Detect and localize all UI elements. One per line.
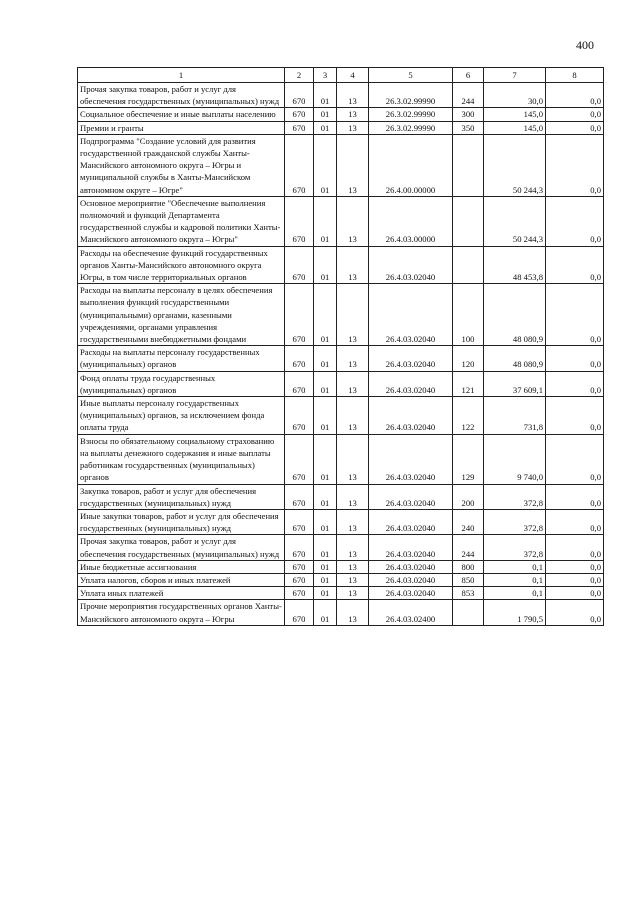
- cell-target-article: 26.3.02.99990: [369, 121, 453, 134]
- table-row: [78, 346, 604, 371]
- cell-name: Взносы по обязательному социальному страхованию на выплаты денежного содержания и иные выплаты работникам государственных (муниципальных) органов: [78, 434, 285, 484]
- table-row: [78, 573, 604, 586]
- cell-admin-code: 670: [285, 509, 314, 534]
- header-col-3: 3: [314, 68, 337, 83]
- cell-amount-2: 0,0: [546, 246, 604, 284]
- cell-admin-code: 670: [285, 484, 314, 509]
- cell-amount-1: 145,0: [484, 108, 546, 121]
- cell-amount-1: 372,8: [484, 484, 546, 509]
- cell-amount-2: 0,0: [546, 587, 604, 600]
- page-number: 400: [576, 38, 594, 52]
- cell-name: Иные закупки товаров, работ и услуг для обеспечения государственных (муниципальных) нужд: [78, 509, 285, 534]
- table-row: [78, 134, 604, 196]
- cell-name: Уплата налогов, сборов и иных платежей: [78, 573, 285, 586]
- cell-admin-code: 670: [285, 434, 314, 484]
- cell-amount-1: 1 790,5: [484, 600, 546, 625]
- cell-section: 01: [314, 108, 337, 121]
- cell-target-article: 26.4.03.02040: [369, 246, 453, 284]
- cell-section: 01: [314, 121, 337, 134]
- header-col-8: 8: [546, 68, 604, 83]
- cell-subsection: 13: [337, 371, 369, 396]
- cell-amount-2: 0,0: [546, 346, 604, 371]
- cell-target-article: 26.4.03.02040: [369, 371, 453, 396]
- header-col-2: 2: [285, 68, 314, 83]
- cell-expense-type: [453, 134, 484, 196]
- cell-subsection: 13: [337, 83, 369, 108]
- cell-name: Фонд оплаты труда государственных (муниципальных) органов: [78, 371, 285, 396]
- cell-amount-2: 0,0: [546, 397, 604, 435]
- cell-subsection: 13: [337, 484, 369, 509]
- cell-admin-code: 670: [285, 371, 314, 396]
- cell-section: 01: [314, 484, 337, 509]
- header-col-7: 7: [484, 68, 546, 83]
- cell-amount-1: 0,1: [484, 560, 546, 573]
- cell-section: 01: [314, 587, 337, 600]
- cell-admin-code: 670: [285, 108, 314, 121]
- cell-amount-2: 0,0: [546, 284, 604, 346]
- cell-subsection: 13: [337, 434, 369, 484]
- cell-amount-2: 0,0: [546, 560, 604, 573]
- cell-expense-type: 120: [453, 346, 484, 371]
- cell-admin-code: 670: [285, 535, 314, 560]
- cell-amount-1: 48 453,8: [484, 246, 546, 284]
- cell-admin-code: 670: [285, 134, 314, 196]
- cell-name: Расходы на обеспечение функций государственных органов Ханты-Мансийского автономного округа Югры, в том числе территориальных органов: [78, 246, 285, 284]
- cell-amount-2: 0,0: [546, 83, 604, 108]
- cell-subsection: 13: [337, 535, 369, 560]
- cell-admin-code: 670: [285, 246, 314, 284]
- cell-expense-type: 129: [453, 434, 484, 484]
- cell-section: 01: [314, 509, 337, 534]
- cell-amount-1: 48 080,9: [484, 346, 546, 371]
- cell-amount-1: 372,8: [484, 535, 546, 560]
- cell-amount-2: 0,0: [546, 134, 604, 196]
- cell-name: Основное мероприятие "Обеспечение выполнения полномочий и функций Департамента государственной службы и кадровой политики Ханты-Мансийского автономного округа – Югры": [78, 196, 285, 246]
- cell-name: Иные выплаты персоналу государственных (муниципальных) органов, за исключением фонда оплаты труда: [78, 397, 285, 435]
- cell-expense-type: [453, 196, 484, 246]
- cell-admin-code: 670: [285, 587, 314, 600]
- header-col-5: 5: [369, 68, 453, 83]
- cell-amount-1: 48 080,9: [484, 284, 546, 346]
- cell-target-article: 26.4.03.02040: [369, 573, 453, 586]
- cell-subsection: 13: [337, 560, 369, 573]
- cell-name: Подпрограмма "Создание условий для развития государственной гражданской службы Ханты-Мансийского автономного округа – Югры и муниципальной службы в Ханты-Мансийском автономном округе – Югре": [78, 134, 285, 196]
- table-row: [78, 600, 604, 625]
- cell-name: Уплата иных платежей: [78, 587, 285, 600]
- header-col-6: 6: [453, 68, 484, 83]
- table-row: [78, 535, 604, 560]
- cell-amount-2: 0,0: [546, 573, 604, 586]
- cell-target-article: 26.4.03.02400: [369, 600, 453, 625]
- cell-expense-type: 300: [453, 108, 484, 121]
- cell-section: 01: [314, 573, 337, 586]
- cell-expense-type: 122: [453, 397, 484, 435]
- cell-section: 01: [314, 246, 337, 284]
- table-row: [78, 121, 604, 134]
- cell-admin-code: 670: [285, 346, 314, 371]
- cell-target-article: 26.4.03.02040: [369, 509, 453, 534]
- cell-subsection: 13: [337, 600, 369, 625]
- cell-amount-2: 0,0: [546, 509, 604, 534]
- budget-table: [77, 67, 604, 626]
- cell-subsection: 13: [337, 121, 369, 134]
- header-col-1: 1: [78, 68, 285, 83]
- cell-section: 01: [314, 560, 337, 573]
- cell-subsection: 13: [337, 196, 369, 246]
- table-row: [78, 371, 604, 396]
- cell-amount-1: 30,0: [484, 83, 546, 108]
- cell-expense-type: 800: [453, 560, 484, 573]
- cell-amount-1: 372,8: [484, 509, 546, 534]
- cell-name: Расходы на выплаты персоналу в целях обеспечения выполнения функций государственными (муниципальными) органами, казенными учреждениями, органами управления государственными внебюджетными фондами: [78, 284, 285, 346]
- cell-amount-2: 0,0: [546, 196, 604, 246]
- cell-expense-type: 244: [453, 83, 484, 108]
- cell-amount-1: 50 244,3: [484, 134, 546, 196]
- cell-target-article: 26.4.00.00000: [369, 134, 453, 196]
- cell-admin-code: 670: [285, 121, 314, 134]
- cell-amount-2: 0,0: [546, 600, 604, 625]
- cell-section: 01: [314, 371, 337, 396]
- cell-subsection: 13: [337, 397, 369, 435]
- cell-section: 01: [314, 134, 337, 196]
- cell-section: 01: [314, 284, 337, 346]
- cell-name: Расходы на выплаты персоналу государственных (муниципальных) органов: [78, 346, 285, 371]
- table-row: [78, 284, 604, 346]
- table-row: [78, 509, 604, 534]
- table-row: [78, 484, 604, 509]
- cell-name: Прочие мероприятия государственных органов Ханты-Мансийского автономного округа – Югры: [78, 600, 285, 625]
- table-row: [78, 397, 604, 435]
- cell-target-article: 26.4.03.02040: [369, 284, 453, 346]
- cell-subsection: 13: [337, 134, 369, 196]
- cell-expense-type: 121: [453, 371, 484, 396]
- cell-target-article: 26.4.03.02040: [369, 560, 453, 573]
- cell-amount-2: 0,0: [546, 121, 604, 134]
- cell-target-article: 26.4.03.02040: [369, 397, 453, 435]
- table-row: [78, 434, 604, 484]
- cell-subsection: 13: [337, 509, 369, 534]
- cell-amount-2: 0,0: [546, 434, 604, 484]
- cell-amount-2: 0,0: [546, 484, 604, 509]
- cell-expense-type: 853: [453, 587, 484, 600]
- cell-section: 01: [314, 600, 337, 625]
- cell-target-article: 26.4.03.02040: [369, 484, 453, 509]
- cell-admin-code: 670: [285, 284, 314, 346]
- cell-admin-code: 670: [285, 600, 314, 625]
- cell-target-article: 26.3.02.99990: [369, 108, 453, 121]
- cell-section: 01: [314, 397, 337, 435]
- table-row: [78, 196, 604, 246]
- cell-name: Премии и гранты: [78, 121, 285, 134]
- cell-subsection: 13: [337, 108, 369, 121]
- cell-expense-type: 200: [453, 484, 484, 509]
- cell-name: Иные бюджетные ассигнования: [78, 560, 285, 573]
- cell-target-article: 26.4.03.02040: [369, 535, 453, 560]
- cell-admin-code: 670: [285, 397, 314, 435]
- cell-expense-type: 850: [453, 573, 484, 586]
- cell-section: 01: [314, 196, 337, 246]
- cell-subsection: 13: [337, 246, 369, 284]
- cell-amount-1: 0,1: [484, 573, 546, 586]
- table-row: [78, 560, 604, 573]
- cell-amount-1: 145,0: [484, 121, 546, 134]
- table-row: [78, 246, 604, 284]
- header-row: [78, 68, 604, 83]
- cell-expense-type: [453, 600, 484, 625]
- cell-amount-1: 37 609,1: [484, 371, 546, 396]
- cell-section: 01: [314, 535, 337, 560]
- cell-subsection: 13: [337, 573, 369, 586]
- table-row: [78, 587, 604, 600]
- header-col-4: 4: [337, 68, 369, 83]
- table-row: [78, 83, 604, 108]
- cell-expense-type: 240: [453, 509, 484, 534]
- cell-target-article: 26.4.03.02040: [369, 587, 453, 600]
- cell-section: 01: [314, 434, 337, 484]
- cell-admin-code: 670: [285, 83, 314, 108]
- cell-expense-type: [453, 246, 484, 284]
- table-row: [78, 108, 604, 121]
- cell-section: 01: [314, 346, 337, 371]
- cell-amount-1: 0,1: [484, 587, 546, 600]
- cell-subsection: 13: [337, 284, 369, 346]
- cell-section: 01: [314, 83, 337, 108]
- cell-admin-code: 670: [285, 573, 314, 586]
- cell-name: Прочая закупка товаров, работ и услуг для обеспечения государственных (муниципальных) нужд: [78, 83, 285, 108]
- cell-target-article: 26.4.03.02040: [369, 346, 453, 371]
- cell-subsection: 13: [337, 587, 369, 600]
- cell-amount-1: 9 740,0: [484, 434, 546, 484]
- cell-amount-1: 50 244,3: [484, 196, 546, 246]
- cell-expense-type: 350: [453, 121, 484, 134]
- cell-admin-code: 670: [285, 196, 314, 246]
- cell-target-article: 26.4.03.00000: [369, 196, 453, 246]
- cell-name: Прочая закупка товаров, работ и услуг для обеспечения государственных (муниципальных) нужд: [78, 535, 285, 560]
- cell-admin-code: 670: [285, 560, 314, 573]
- cell-amount-2: 0,0: [546, 535, 604, 560]
- cell-expense-type: 244: [453, 535, 484, 560]
- cell-target-article: 26.4.03.02040: [369, 434, 453, 484]
- cell-target-article: 26.3.02.99990: [369, 83, 453, 108]
- cell-subsection: 13: [337, 346, 369, 371]
- cell-name: Закупка товаров, работ и услуг для обеспечения государственных (муниципальных) нужд: [78, 484, 285, 509]
- cell-expense-type: 100: [453, 284, 484, 346]
- cell-name: Социальное обеспечение и иные выплаты населению: [78, 108, 285, 121]
- cell-amount-2: 0,0: [546, 371, 604, 396]
- cell-amount-1: 731,8: [484, 397, 546, 435]
- cell-amount-2: 0,0: [546, 108, 604, 121]
